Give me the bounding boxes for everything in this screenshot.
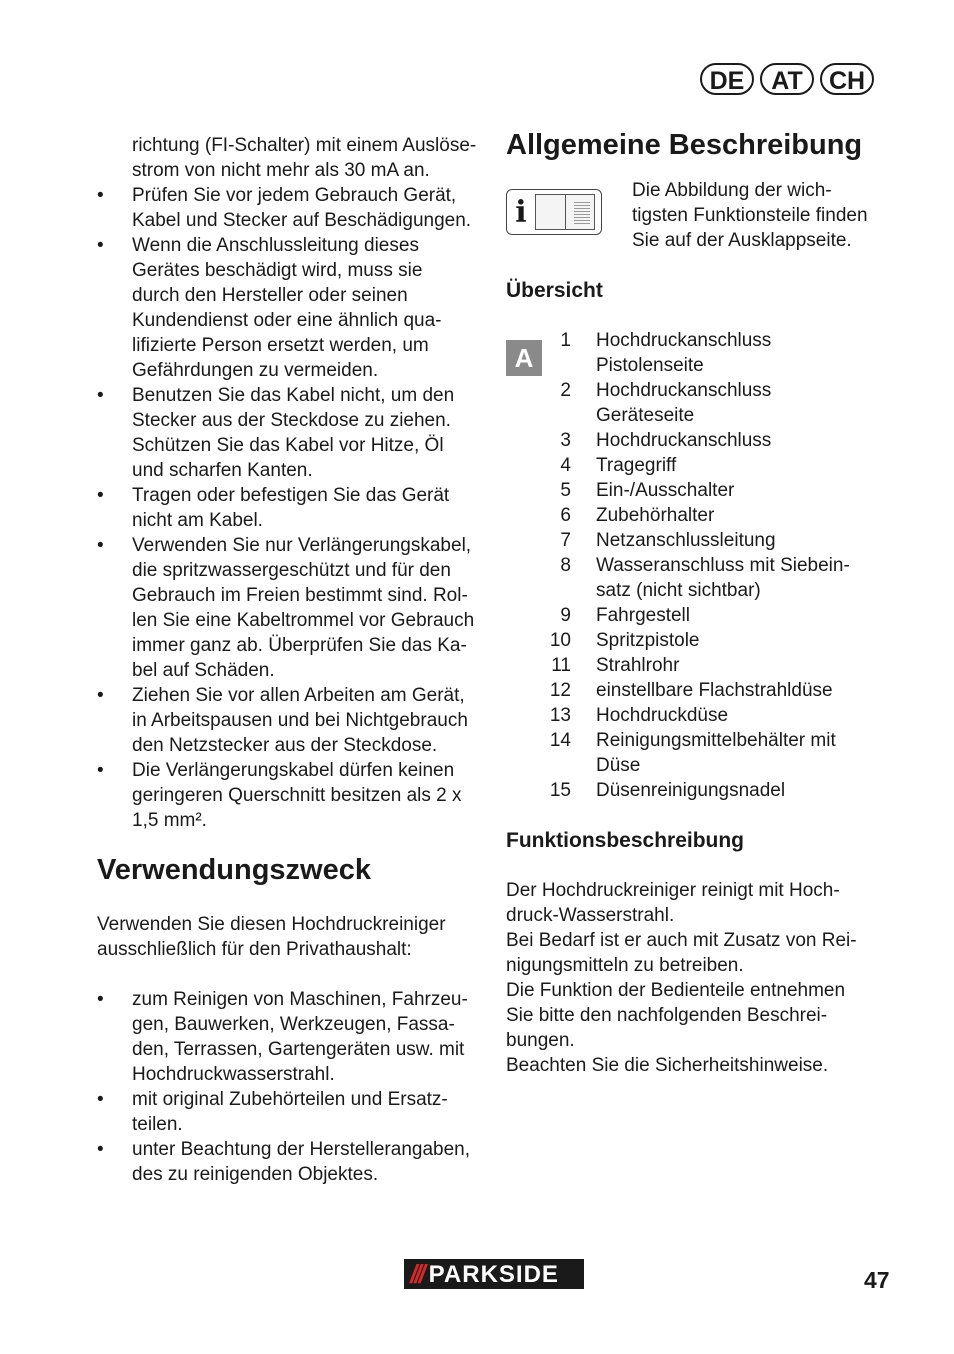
item-label: Spritzpistole xyxy=(596,630,700,651)
item-number: 15 xyxy=(549,780,571,801)
text-line: ausschließlich für den Privathaushalt: xyxy=(97,939,412,960)
item-label: Düsenreinigungsnadel xyxy=(596,780,786,801)
item-label: Hochdruckdüse xyxy=(596,705,729,726)
text-line: teilen. xyxy=(132,1114,183,1135)
right-column xyxy=(506,128,891,1078)
list-item xyxy=(97,483,482,533)
info-text xyxy=(632,178,868,253)
parkside-logo xyxy=(404,1259,584,1289)
list-item xyxy=(546,378,850,428)
text-line: Tragen oder befestigen Sie das Gerät xyxy=(132,485,450,506)
text-line: nigungsmitteln zu betreiben. xyxy=(506,955,744,976)
text-line: Stecker aus der Steckdose zu ziehen. xyxy=(132,410,451,431)
list-item xyxy=(97,1087,482,1137)
item-label: Netzanschlussleitung xyxy=(596,530,776,551)
continued-text xyxy=(97,133,482,183)
text-line: Kabel und Stecker auf Beschädigungen. xyxy=(132,210,472,231)
text-line: strom von nicht mehr als 30 mA an. xyxy=(132,160,430,181)
text-line: Verwenden Sie diesen Hochdruckreiniger xyxy=(97,914,446,935)
text-line: Gebrauch im Freien bestimmt sind. Rol- xyxy=(132,585,468,606)
text-line: Gefährdungen zu vermeiden. xyxy=(132,360,379,381)
list-item xyxy=(546,478,850,503)
list-item xyxy=(546,428,850,453)
text-line: Der Hochdruckreiniger reinigt mit Hoch- xyxy=(506,880,840,901)
list-item xyxy=(546,728,850,778)
list-item xyxy=(546,778,850,803)
item-label: Wasseranschluss mit Siebein- satz (nicht sichtbar) xyxy=(596,555,850,601)
item-number: 7 xyxy=(560,530,571,551)
text-line: Bei Bedarf ist er auch mit Zusatz von Rei- xyxy=(506,930,857,951)
list-item xyxy=(546,653,850,678)
text-line: des zu reinigenden Objektes. xyxy=(132,1164,379,1185)
text-line: mit original Zubehörteilen und Ersatz- xyxy=(132,1089,448,1110)
item-label: Zubehörhalter xyxy=(596,505,715,526)
usage-intro xyxy=(97,912,482,962)
lang-badge-de: DE xyxy=(700,63,754,95)
overview-table xyxy=(546,328,850,803)
text-line: Schützen Sie das Kabel vor Hitze, Öl xyxy=(132,435,444,456)
usage-bullet-list xyxy=(97,987,482,1187)
text-line: immer ganz ab. Überprüfen Sie das Ka- xyxy=(132,635,467,656)
item-number: 6 xyxy=(560,505,571,526)
list-item xyxy=(97,683,482,758)
text-line: lifizierte Person ersetzt werden, um xyxy=(132,335,429,356)
lang-badge-at: AT xyxy=(760,63,814,95)
list-item xyxy=(546,628,850,653)
list-item xyxy=(546,703,850,728)
page-number: 47 xyxy=(864,1267,890,1293)
text-line: druck-Wasserstrahl. xyxy=(506,905,675,926)
text-line: bel auf Schäden. xyxy=(132,660,275,681)
text-line: tigsten Funktionsteile finden xyxy=(632,205,868,226)
text-line: Wenn die Anschlussleitung dieses xyxy=(132,235,419,256)
list-item xyxy=(546,553,850,603)
info-i-icon: i xyxy=(515,194,527,230)
lang-badge-ch: CH xyxy=(820,63,874,95)
text-line: Ziehen Sie vor allen Arbeiten am Gerät, xyxy=(132,685,465,706)
overview-list xyxy=(506,328,891,803)
text-line: unter Beachtung der Herstellerangaben, xyxy=(132,1139,471,1160)
item-number: 1 xyxy=(560,330,571,351)
item-number: 3 xyxy=(560,430,571,451)
item-number: 2 xyxy=(560,380,571,401)
text-line: 1,5 mm². xyxy=(132,810,207,831)
list-item xyxy=(97,233,482,383)
text-line: Prüfen Sie vor jedem Gebrauch Gerät, xyxy=(132,185,457,206)
book-icon xyxy=(535,194,595,230)
subsection-title-overview: Übersicht xyxy=(506,279,603,302)
list-item xyxy=(546,328,850,378)
safety-bullet-list xyxy=(97,183,482,833)
text-line: Die Funktion der Bedienteile entnehmen xyxy=(506,980,846,1001)
list-item xyxy=(97,183,482,233)
info-box xyxy=(506,182,891,253)
text-line: Hochdruckwasserstrahl. xyxy=(132,1064,335,1085)
list-item xyxy=(546,603,850,628)
text-line: und scharfen Kanten. xyxy=(132,460,313,481)
item-number: 10 xyxy=(549,630,571,651)
text-line: gen, Bauwerken, Werkzeugen, Fassa- xyxy=(132,1014,455,1035)
item-label: Strahlrohr xyxy=(596,655,680,676)
item-number: 14 xyxy=(549,730,571,751)
left-column xyxy=(97,133,482,1187)
list-item xyxy=(97,383,482,483)
item-number: 13 xyxy=(549,705,571,726)
list-item xyxy=(97,1137,482,1187)
item-label: Fahrgestell xyxy=(596,605,690,626)
function-text xyxy=(506,878,891,1078)
item-label: Ein-/Ausschalter xyxy=(596,480,735,501)
item-label: Tragegriff xyxy=(596,455,677,476)
text-line: Kundendienst oder eine ähnlich qua- xyxy=(132,310,442,331)
text-line: len Sie eine Kabeltrommel vor Gebrauch xyxy=(132,610,475,631)
text-line: den, Terrassen, Gartengeräten usw. mit xyxy=(132,1039,465,1060)
item-number: 9 xyxy=(560,605,571,626)
section-title-usage: Verwendungszweck xyxy=(97,854,371,886)
item-label: Hochdruckanschluss Pistolenseite xyxy=(596,330,772,376)
list-item xyxy=(546,503,850,528)
item-number: 12 xyxy=(549,680,571,701)
text-line: Verwenden Sie nur Verlängerungskabel, xyxy=(132,535,472,556)
text-line: Sie auf der Ausklappseite. xyxy=(632,230,852,251)
text-line: durch den Hersteller oder seinen xyxy=(132,285,408,306)
text-line: Gerätes beschädigt wird, muss sie xyxy=(132,260,423,281)
text-line: zum Reinigen von Maschinen, Fahrzeu- xyxy=(132,989,468,1010)
text-line: bungen. xyxy=(506,1030,575,1051)
item-number: 8 xyxy=(560,555,571,576)
list-item xyxy=(546,678,850,703)
text-line: Die Abbildung der wich- xyxy=(632,180,832,201)
logo-slashes-icon: /// xyxy=(410,1258,423,1289)
subsection-title-function: Funktionsbeschreibung xyxy=(506,829,745,852)
item-label: Hochdruckanschluss xyxy=(596,430,772,451)
info-book-icon xyxy=(506,189,602,235)
list-item xyxy=(97,987,482,1087)
text-line: Benutzen Sie das Kabel nicht, um den xyxy=(132,385,455,406)
text-line: den Netzstecker aus der Steckdose. xyxy=(132,735,438,756)
text-line: geringeren Querschnitt besitzen als 2 x xyxy=(132,785,462,806)
text-line: die spritzwassergeschützt und für den xyxy=(132,560,451,581)
text-line: Beachten Sie die Sicherheitshinweise. xyxy=(506,1055,829,1076)
text-line: Sie bitte den nachfolgenden Beschrei- xyxy=(506,1005,828,1026)
item-label: Reinigungsmittelbehälter mit Düse xyxy=(596,730,836,776)
item-number: 11 xyxy=(551,655,571,676)
text-line: in Arbeitspausen und bei Nichtgebrauch xyxy=(132,710,468,731)
list-item xyxy=(546,453,850,478)
item-label: Hochdruckanschluss Geräteseite xyxy=(596,380,772,426)
figure-a-badge: A xyxy=(506,340,542,376)
item-number: 4 xyxy=(560,455,571,476)
logo-text: PARKSIDE xyxy=(428,1260,559,1288)
item-number: 5 xyxy=(560,480,571,501)
section-title-description: Allgemeine Beschreibung xyxy=(506,129,863,161)
item-label: einstellbare Flachstrahldüse xyxy=(596,680,833,701)
text-line: Die Verlängerungskabel dürfen keinen xyxy=(132,760,455,781)
list-item xyxy=(546,528,850,553)
language-badges xyxy=(700,63,874,95)
list-item xyxy=(97,758,482,833)
text-line: nicht am Kabel. xyxy=(132,510,263,531)
text-line: richtung (FI-Schalter) mit einem Auslöse- xyxy=(132,135,477,156)
list-item xyxy=(97,533,482,683)
